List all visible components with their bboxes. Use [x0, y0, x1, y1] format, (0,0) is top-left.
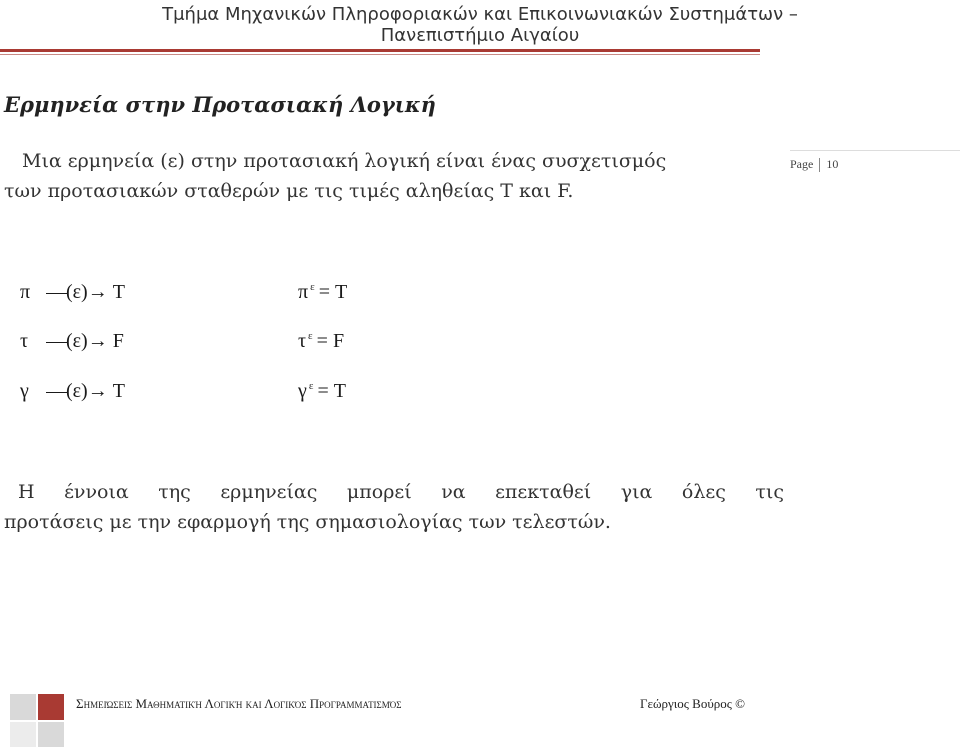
word: να — [441, 481, 466, 503]
arrow-head-icon: → — [87, 281, 108, 303]
mapping-value: T — [112, 281, 125, 303]
mapping-symbol: π — [20, 281, 31, 303]
header-line-1: Τμήμα Μηχανικών Πληροφοριακών και Επικοινωνιακών Συστημάτων – — [162, 4, 798, 25]
mapping-value: T — [112, 380, 125, 402]
equation-symbol: τ — [298, 330, 307, 352]
word: Η — [18, 481, 35, 503]
word: όλες — [681, 481, 726, 503]
footer-title: Σημειώσεις Μαθηματική Λογική και Λογικός Προγραμματισμός — [76, 696, 402, 711]
footer-decoration — [0, 690, 70, 747]
mapping-interp: (ε) — [66, 380, 88, 402]
header-rule-thin — [0, 54, 760, 55]
mapping-row — [20, 330, 124, 353]
footer-square — [38, 722, 64, 747]
intro-line-1: Μια ερμηνεία (ε) στην προτασιακή λογική είναι ένας συσχετισμός — [22, 150, 667, 172]
word: ερμηνείας — [220, 481, 318, 503]
running-header — [0, 4, 960, 46]
word: έννοια — [64, 481, 129, 503]
word: τις — [755, 481, 784, 503]
footer-square — [10, 722, 36, 747]
word: της — [158, 481, 191, 503]
page-marker-line — [790, 150, 960, 151]
footer-square-accent — [38, 694, 64, 720]
equation-symbol: γ — [298, 380, 307, 402]
mapping-value: F — [112, 330, 124, 352]
page-label: Page — [790, 157, 814, 171]
word: μπορεί — [346, 481, 412, 503]
arrow-shaft — [46, 293, 68, 294]
equation-superscript: ε — [308, 330, 313, 343]
mapping-row — [20, 281, 125, 304]
equation-value: = T — [317, 380, 346, 402]
equation-value: = T — [318, 281, 348, 303]
section-title: Ερμηνεία στην Προτασιακή Λογική — [4, 92, 436, 117]
equation-superscript: ε — [310, 281, 315, 294]
closing-line-1 — [4, 477, 784, 507]
equation-symbol: π — [298, 281, 309, 303]
mapping-symbol: γ — [20, 380, 29, 402]
page-number: 10 — [826, 157, 839, 171]
arrow-head-icon: → — [87, 330, 108, 352]
word: επεκταθεί — [495, 481, 592, 503]
word: για — [620, 481, 653, 503]
page-separator — [819, 158, 820, 172]
mapping-symbol: τ — [20, 330, 29, 352]
header-rule — [0, 49, 760, 52]
intro-line-2: των προτασιακών σταθερών με τις τιμές αληθείας T και F. — [4, 180, 574, 202]
mapping-row — [20, 380, 125, 403]
footer-square — [10, 694, 36, 720]
equation-row — [298, 281, 347, 304]
arrow-shaft — [46, 392, 68, 393]
equation-value: = F — [316, 330, 345, 352]
arrow-head-icon: → — [87, 380, 108, 402]
equation-row — [298, 330, 344, 353]
intro-paragraph — [22, 146, 666, 176]
intro-paragraph-cont — [4, 176, 573, 206]
header-line-2: Πανεπιστήμιο Αιγαίου — [380, 25, 580, 46]
closing-line-2: προτάσεις με την εφαρμογή της σημασιολογίας των τελεστών. — [4, 511, 611, 533]
closing-paragraph — [4, 477, 784, 537]
equation-superscript: ε — [308, 380, 314, 393]
page-marker — [790, 157, 838, 172]
mapping-interp: (ε) — [66, 281, 88, 303]
equation-row — [298, 380, 346, 403]
arrow-shaft — [46, 342, 68, 343]
footer-author: Γεώργιος Βούρος © — [640, 696, 746, 711]
mapping-interp: (ε) — [66, 330, 88, 352]
